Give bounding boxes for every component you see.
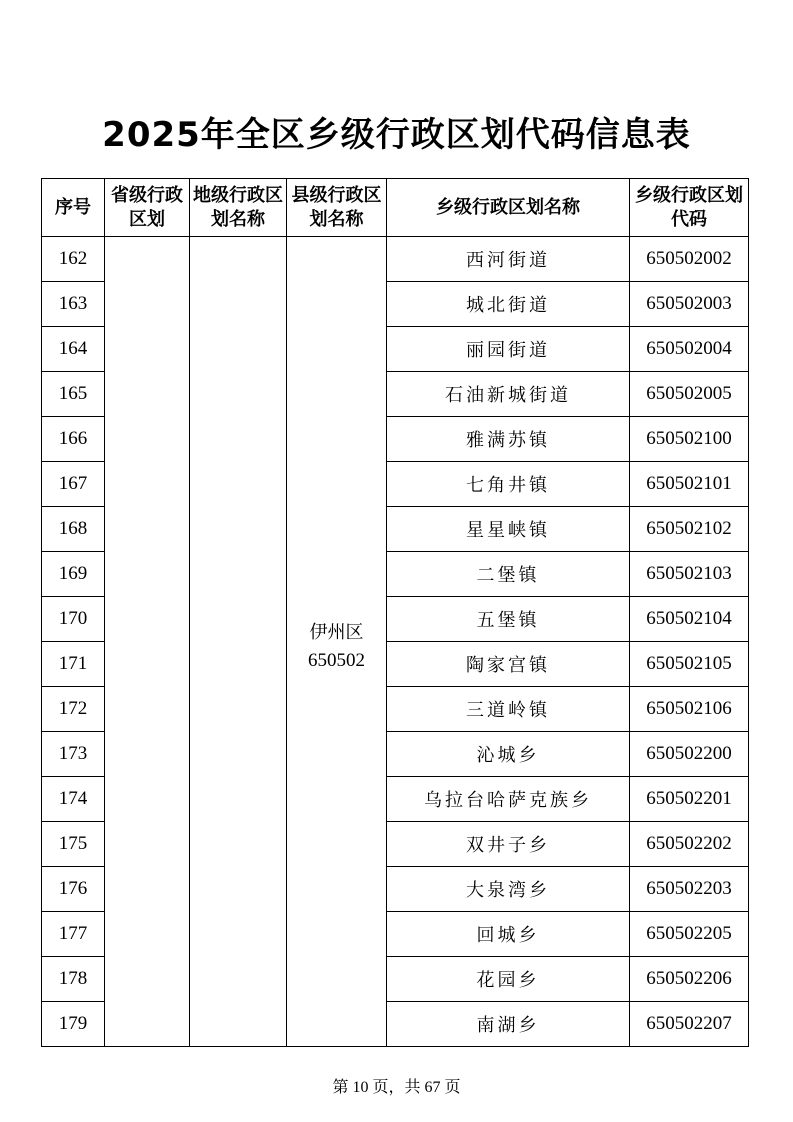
row-seq: 163 (42, 282, 105, 327)
row-seq: 172 (42, 687, 105, 732)
township-name: 雅满苏镇 (387, 417, 630, 462)
row-seq: 166 (42, 417, 105, 462)
table-body (42, 237, 749, 1047)
township-code: 650502106 (630, 687, 749, 732)
header-province: 省级行政区划 (105, 179, 190, 237)
header-seq: 序号 (42, 179, 105, 237)
township-code: 650502200 (630, 732, 749, 777)
row-seq: 162 (42, 237, 105, 282)
header-township: 乡级行政区划名称 (387, 179, 630, 237)
township-name: 花园乡 (387, 957, 630, 1002)
township-code: 650502103 (630, 552, 749, 597)
township-code: 650502004 (630, 327, 749, 372)
row-seq: 164 (42, 327, 105, 372)
row-seq: 174 (42, 777, 105, 822)
township-name: 石油新城街道 (387, 372, 630, 417)
township-name: 回城乡 (387, 912, 630, 957)
row-seq: 179 (42, 1002, 105, 1047)
row-seq: 165 (42, 372, 105, 417)
township-name: 星星峡镇 (387, 507, 630, 552)
township-name: 南湖乡 (387, 1002, 630, 1047)
township-name: 双井子乡 (387, 822, 630, 867)
township-code: 650502202 (630, 822, 749, 867)
township-name: 二堡镇 (387, 552, 630, 597)
row-seq: 177 (42, 912, 105, 957)
township-code: 650502201 (630, 777, 749, 822)
township-code: 650502205 (630, 912, 749, 957)
header-code: 乡级行政区划代码 (630, 179, 749, 237)
row-seq: 173 (42, 732, 105, 777)
township-code: 650502101 (630, 462, 749, 507)
table-header-row (42, 179, 749, 237)
header-county: 县级行政区划名称 (287, 179, 387, 237)
county-name: 伊州区 (309, 621, 364, 643)
township-name: 西河街道 (387, 237, 630, 282)
township-name: 五堡镇 (387, 597, 630, 642)
township-name: 陶家宫镇 (387, 642, 630, 687)
township-name: 丽园街道 (387, 327, 630, 372)
township-name: 城北街道 (387, 282, 630, 327)
division-code-table (41, 178, 749, 1047)
row-seq: 176 (42, 867, 105, 912)
row-seq: 170 (42, 597, 105, 642)
township-code: 650502105 (630, 642, 749, 687)
page-title: 2025年全区乡级行政区划代码信息表 (102, 115, 691, 155)
township-code: 650502003 (630, 282, 749, 327)
row-seq: 171 (42, 642, 105, 687)
township-name: 沁城乡 (387, 732, 630, 777)
prefecture-cell (190, 237, 287, 1047)
township-code: 650502100 (630, 417, 749, 462)
table-row (42, 237, 749, 282)
row-seq: 175 (42, 822, 105, 867)
township-code: 650502104 (630, 597, 749, 642)
county-code: 650502 (308, 649, 365, 671)
row-seq: 178 (42, 957, 105, 1002)
row-seq: 168 (42, 507, 105, 552)
township-code: 650502005 (630, 372, 749, 417)
township-name: 乌拉台哈萨克族乡 (387, 777, 630, 822)
township-name: 七角井镇 (387, 462, 630, 507)
township-code: 650502203 (630, 867, 749, 912)
county-cell (287, 237, 387, 1047)
township-code: 650502002 (630, 237, 749, 282)
township-code: 650502206 (630, 957, 749, 1002)
province-cell (105, 237, 190, 1047)
row-seq: 167 (42, 462, 105, 507)
page-footer: 第 10 页，共 67 页 (332, 1079, 461, 1096)
township-name: 三道岭镇 (387, 687, 630, 732)
township-code: 650502102 (630, 507, 749, 552)
county-info (308, 609, 365, 675)
township-code: 650502207 (630, 1002, 749, 1047)
row-seq: 169 (42, 552, 105, 597)
township-name: 大泉湾乡 (387, 867, 630, 912)
header-prefecture: 地级行政区划名称 (190, 179, 287, 237)
